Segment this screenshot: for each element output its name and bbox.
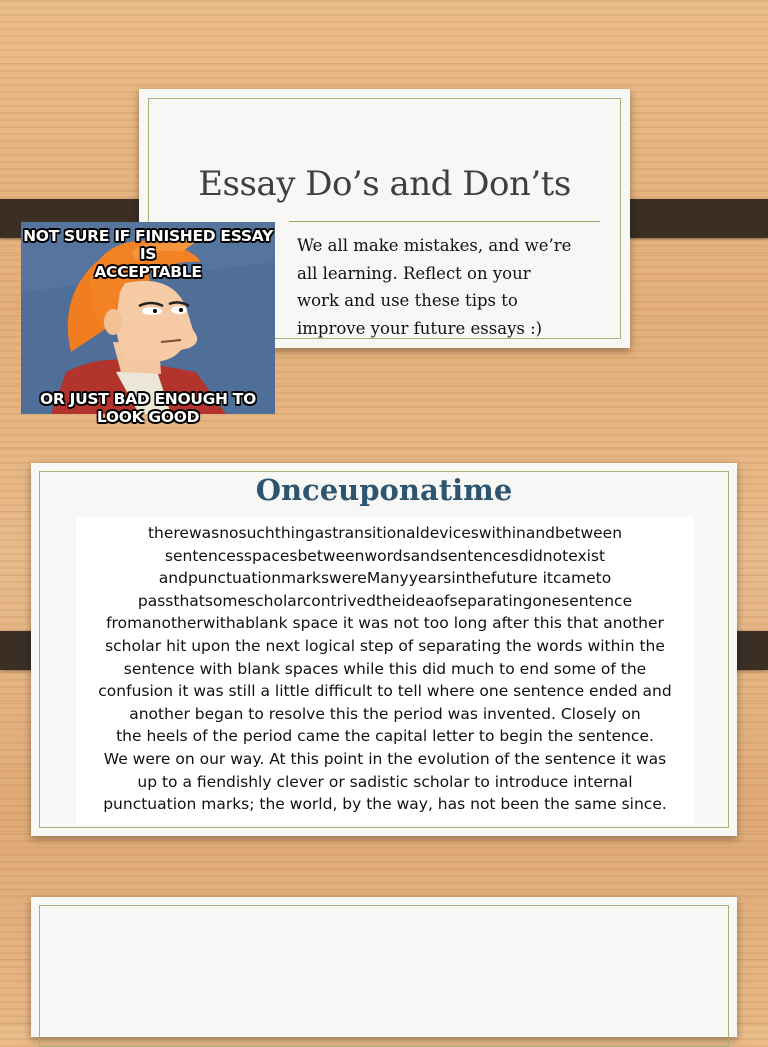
slide-title: Onceuponatime [255, 473, 513, 507]
text-panel [76, 517, 694, 825]
content-slide [31, 463, 737, 836]
body-line: the heels of the period came the capital letter to begin the sentence. [116, 727, 654, 746]
meme-top-line: ACCEPTABLE [94, 263, 202, 281]
body-line: fromanotherwithablank space it was not too long after this that another [106, 614, 664, 633]
next-slide [31, 897, 737, 1037]
body-line: up to a fiendishly clever or sadistic scholar to introduce internal [137, 772, 633, 791]
body-line: confusion it was still a little difficult to tell where one sentence ended and [98, 682, 672, 701]
meme-image [21, 222, 275, 426]
body-line: all learning. Reflect on your [297, 263, 531, 283]
slide-body [297, 232, 597, 342]
body-line: another began to resolve this the period was invented. Closely on [129, 704, 641, 723]
meme-bottom-caption: OR JUST BAD ENOUGH TO LOOK GOOD [40, 390, 256, 426]
slide-body [76, 522, 694, 816]
slide-title: Essay Do’s and Don’ts [198, 164, 571, 204]
body-line: improve your future essays :) [297, 318, 543, 338]
body-line: passthatsomescholarcontrivedtheideaofseparatingonesentence [137, 591, 633, 610]
slide-tab-right [613, 199, 768, 238]
title-divider [289, 221, 600, 222]
body-line: scholar hit upon the next logical step of separating the words within the [105, 636, 665, 655]
body-line: therewasnosuchthingastransitionaldeviceswithinandbetween [147, 524, 623, 542]
body-line: punctuation marks; the world, by the way, has not been the same since. [103, 795, 667, 814]
body-line: sentencesspacesbetweenwordsandsentencesdidnotexist [164, 546, 606, 565]
body-line: We all make mistakes, and we’re [297, 236, 572, 255]
body-line: work and use these tips to [297, 291, 518, 310]
body-line: We were on our way. At this point in the evolution of the sentence it was [103, 749, 667, 768]
meme-top-caption [21, 227, 275, 281]
slide-frame [39, 905, 729, 1047]
body-line: andpunctuationmarkswereManyyearsinthefuture itcameto [158, 569, 612, 588]
body-line: sentence with blank spaces while this did much to end some of the [123, 659, 647, 678]
meme-top-line: NOT SURE IF FINISHED ESSAY IS [23, 227, 273, 263]
